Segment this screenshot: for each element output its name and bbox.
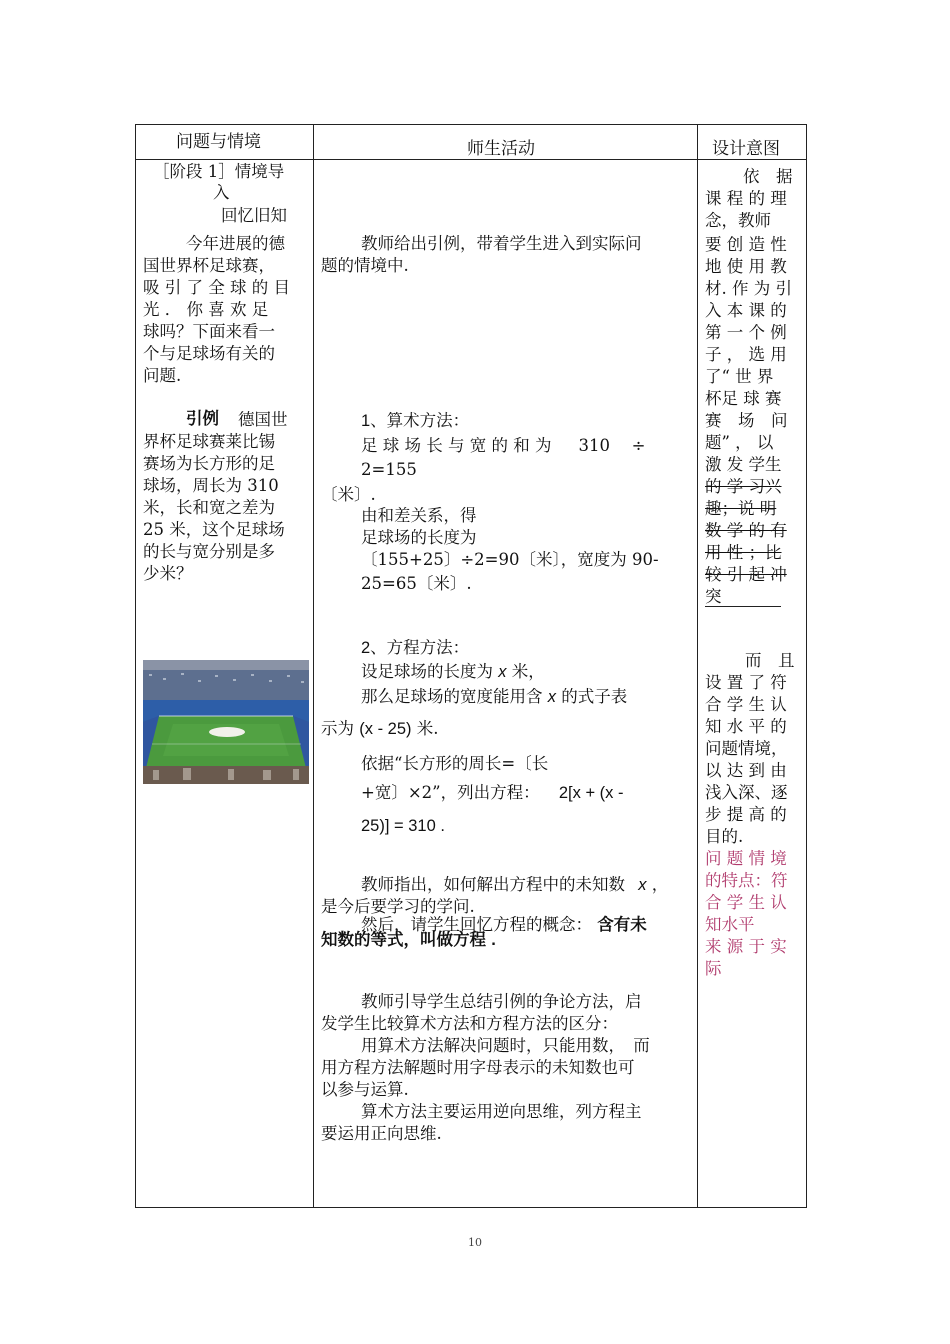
table-bottom-border: [135, 1207, 807, 1208]
intent-struck-line: 较 引 起 冲: [705, 565, 787, 584]
equation-expression: 2[x + (x -: [558, 784, 624, 802]
arithmetic-line: 足 球 场 长 与 宽 的 和 为 310 ÷: [361, 436, 646, 455]
intent-highlight-line: 问 题 情 境: [705, 849, 787, 868]
equation-text: 示为: [321, 719, 354, 738]
arithmetic-line: 〔155+25〕÷2=90〔米〕，宽度为 90-: [361, 550, 659, 569]
stage-subtitle: 回忆旧知: [221, 206, 287, 225]
width-expression: (x - 25): [359, 720, 412, 738]
intent-line: 课 程 的 理: [705, 189, 787, 208]
summary-line: 用算术方法解决问题时，只能用数， 而: [361, 1036, 650, 1055]
equation-definition: 含有未: [597, 916, 647, 934]
variable-x: x: [638, 876, 647, 894]
summary-line: 要运用正向思维.: [321, 1124, 442, 1143]
intent-line: 材. 作 为 引: [705, 279, 792, 298]
intent-line: 要 创 造 性: [705, 235, 787, 254]
intent-line: 依 据: [743, 167, 793, 186]
intent-line: 激 发 学生: [705, 455, 782, 474]
intent-highlight-line: 来 源 于 实: [705, 937, 787, 956]
intro-line: 个与足球场有关的: [143, 344, 275, 363]
stage-heading-cont: 入: [213, 183, 230, 202]
equation-line-6: 25)] = 310 .: [361, 817, 445, 835]
intent-struck-line: 的 学 习兴: [705, 477, 782, 496]
table-left-border: [135, 124, 136, 1208]
summary-line: 教师引导学生总结引例的争论方法，启: [361, 992, 642, 1011]
summary-line: 以参与运算.: [321, 1080, 409, 1099]
equation-text: 米，: [511, 662, 545, 681]
example-line: 德国世: [238, 410, 288, 429]
teacher-text: ，: [651, 875, 669, 894]
arithmetic-method-title: 1、算术方法：: [361, 412, 470, 430]
equation-text: 的式子表: [561, 687, 628, 706]
summary-line: 用方程方法解题时用字母表示的未知数也可: [321, 1058, 635, 1077]
intent-line: 合 学 生 认: [705, 695, 787, 714]
intent-line: 念，教师: [705, 211, 771, 230]
teacher-text: 然后，请学生回忆方程的概念：: [361, 915, 592, 934]
equation-text: 那么足球场的宽度能用含: [361, 687, 543, 706]
arithmetic-line: 〔米〕.: [321, 485, 376, 504]
intent-line: 知 水 平 的: [705, 717, 787, 736]
teacher-text: 教师指出，如何解出方程中的未知数: [361, 875, 625, 894]
table-right-border: [806, 124, 807, 1208]
example-line: 界杯足球赛莱比锡: [143, 432, 275, 451]
divider-rule: [705, 606, 781, 607]
teacher-note-line: [321, 929, 496, 951]
arithmetic-line: 足球场的长度为: [361, 528, 477, 547]
intent-line: 入 本 课 的: [705, 301, 787, 320]
equation-text: 设足球场的长度为: [361, 662, 493, 681]
intent-struck-line: 用 性 ；比: [705, 543, 782, 562]
summary-line: 发学生比较算术方法和方程方法的区分：: [321, 1014, 618, 1033]
intent-line: 赛 场 问: [705, 411, 788, 430]
example-line: 赛场为长方形的足: [143, 454, 275, 473]
intent-highlight-line: 际: [705, 959, 722, 978]
intent-line: 以 达 到 由: [705, 761, 787, 780]
football-stadium-photo: [143, 660, 309, 784]
example-line: 少米？: [143, 564, 193, 583]
variable-x: x: [498, 663, 507, 681]
header-design-intent: 设计意图: [712, 139, 780, 158]
intent-line: 设 置 了 符: [705, 673, 787, 692]
equation-text: +宽〕×2”，列出方程：: [361, 783, 540, 802]
intent-line: 问题情境，: [705, 739, 788, 758]
intent-line: 杯足 球 赛: [705, 389, 782, 408]
page-number: 10: [468, 1236, 482, 1249]
teacher-note-line: [361, 874, 668, 896]
intent-line: 了“ 世 界: [705, 367, 774, 386]
equation-line-3: [321, 718, 439, 740]
header-teacher-student-activity: 师生活动: [467, 139, 535, 158]
example-label: 引例: [186, 410, 219, 428]
intent-line: 题” ， 以: [705, 433, 774, 452]
arithmetic-line: 2=155: [361, 460, 417, 479]
equation-definition: .: [491, 931, 496, 949]
intent-line: 子 ， 选 用: [705, 345, 787, 364]
arithmetic-line: 由和差关系，得: [361, 506, 477, 525]
variable-x: x: [547, 688, 556, 706]
intent-highlight-line: 知水平: [705, 915, 755, 934]
intro-line: 光 ． 你 喜 欢 足: [143, 300, 269, 319]
intro-activity-line: 题的情境中.: [321, 256, 409, 275]
equation-line-1: [361, 661, 545, 683]
equation-text: 米.: [416, 719, 439, 738]
stadium-illustration: [143, 660, 309, 784]
example-line: 25 米，这个足球场: [143, 520, 285, 539]
intent-highlight-line: 的特点：符: [705, 871, 788, 890]
stage-heading: ［阶段 1］情境导: [153, 162, 285, 181]
intro-line: 今年进展的德: [186, 234, 285, 253]
intent-line: 步 提 高 的: [705, 805, 787, 824]
example-line: 米，长和宽之差为: [143, 498, 275, 517]
example-line: 的长与宽分别是多: [143, 542, 275, 561]
intent-line: 第 一 个 例: [705, 323, 787, 342]
table-top-border: [135, 124, 807, 125]
column-divider-1: [313, 124, 314, 1208]
teacher-note-line: 是今后要学习的学问.: [321, 897, 475, 916]
equation-line-5: [361, 782, 623, 804]
intent-line: 浅入深、逐: [705, 783, 788, 802]
intent-line: 地 使 用 教: [705, 257, 787, 276]
column-divider-2: [697, 124, 698, 1208]
equation-method-title: 2、方程方法：: [361, 639, 470, 657]
intro-activity-line: 教师给出引例，带着学生进入到实际问: [361, 234, 642, 253]
equation-line-4: 依据“长方形的周长=〔长: [361, 754, 549, 773]
intent-struck-line: 趣；说 明: [705, 499, 777, 518]
intent-line: 突: [705, 587, 722, 606]
intro-line: 国世界杯足球赛，: [143, 256, 275, 275]
intro-line: 问题.: [143, 366, 182, 385]
arithmetic-line: 25=65〔米〕.: [361, 574, 472, 593]
summary-line: 算术方法主要运用逆向思维，列方程主: [361, 1102, 642, 1121]
intent-line: 而 且: [745, 651, 795, 670]
header-problem-situation: 问题与情境: [176, 132, 261, 151]
intent-struck-line: 数 学 的 有: [705, 521, 787, 540]
intent-highlight-line: 合 学 生 认: [705, 893, 787, 912]
intent-line: 目的.: [705, 827, 744, 846]
equation-definition: 知数的等式，叫做方程: [321, 931, 486, 949]
intro-line: 吸 引 了 全 球 的 目: [143, 278, 290, 297]
intro-line: 球吗？下面来看一: [143, 322, 275, 341]
equation-line-2: [361, 686, 627, 708]
example-line: 球场，周长为 310: [143, 476, 279, 495]
